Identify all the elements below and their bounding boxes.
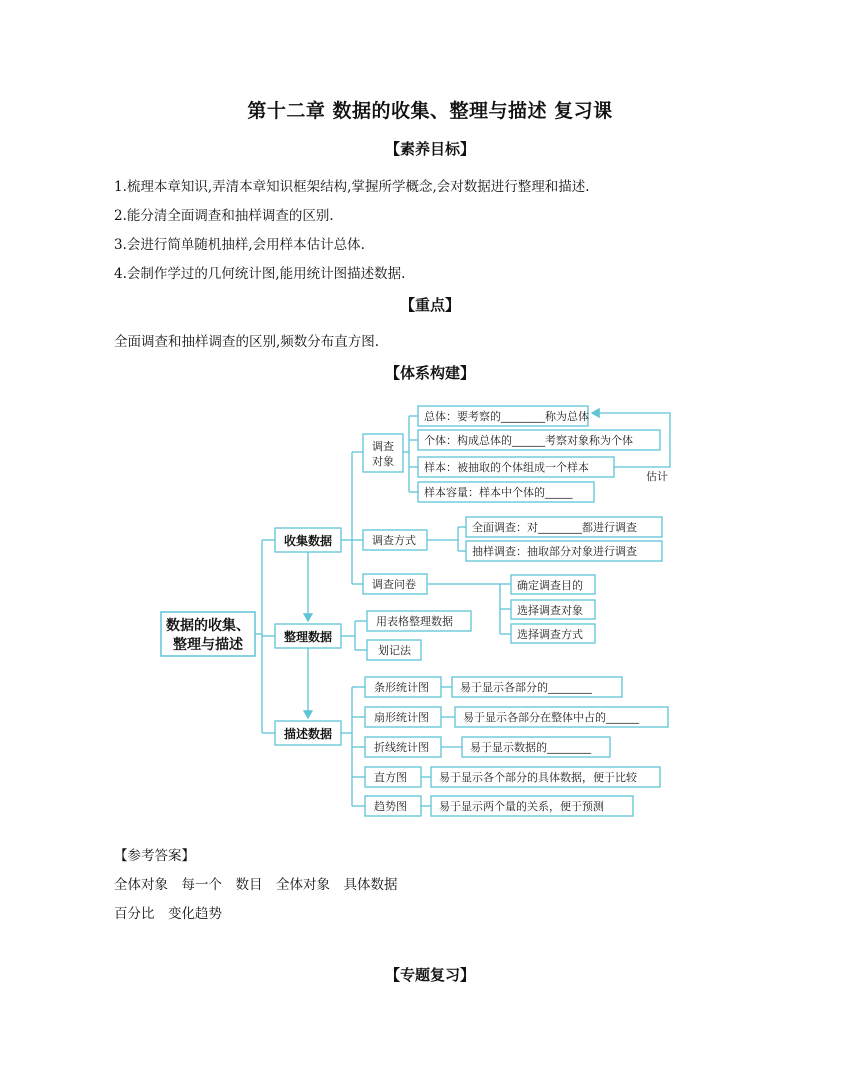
collect-label: 收集数据: [283, 534, 333, 548]
table-organize-label: 用表格整理数据: [376, 615, 453, 628]
answers-line-1: 全体对象 每一个 数目 全体对象 具体数据: [114, 877, 398, 893]
q-method-label: 选择调查方式: [517, 628, 583, 641]
root-label-2: 整理与描述: [173, 637, 243, 653]
review-heading: 【专题复习】: [384, 966, 475, 984]
census-label: 全面调查：对________都进行调查: [472, 521, 637, 534]
histogram-desc-label: 易于显示各个部分的具体数据，便于比较: [439, 771, 637, 784]
survey-object-label-2: 对象: [372, 455, 394, 468]
trend-desc-label: 易于显示两个量的关系，便于预测: [439, 800, 604, 813]
survey-method-label: 调查方式: [372, 534, 416, 547]
tally-label: 划记法: [378, 644, 411, 657]
trend-chart-label: 趋势图: [374, 800, 407, 813]
line-desc-label: 易于显示数据的________: [470, 741, 591, 754]
estimate-label: 估计: [646, 470, 668, 483]
sample-size-label: 样本容量：样本中个体的_____: [424, 486, 573, 499]
key-points-heading: 【重点】: [399, 296, 460, 314]
goal-item-4: 4.会制作学过的几何统计图,能用统计图描述数据.: [114, 266, 406, 282]
describe-label: 描述数据: [283, 727, 333, 741]
page-title: 第十二章 数据的收集、整理与描述 复习课: [247, 100, 613, 122]
goals-heading: 【素养目标】: [384, 140, 475, 158]
q-purpose-label: 确定调查目的: [517, 579, 583, 592]
answers-line-2: 百分比 变化趋势: [114, 906, 222, 922]
q-object-label: 选择调查对象: [517, 604, 583, 617]
sample-label: 样本：被抽取的个体组成一个样本: [424, 461, 589, 474]
answers-heading: 【参考答案】: [114, 848, 195, 864]
key-points-text: 全面调查和抽样调查的区别,频数分布直方图.: [114, 334, 380, 350]
goal-item-1: 1.梳理本章知识,弄清本章知识框架结构,掌握所学概念,会对数据进行整理和描述.: [114, 179, 590, 195]
pie-desc-label: 易于显示各部分在整体中占的______: [463, 711, 639, 724]
bar-desc-label: 易于显示各部分的________: [460, 681, 592, 694]
sampling-label: 抽样调查：抽取部分对象进行调查: [472, 545, 637, 558]
organize-label: 整理数据: [283, 630, 333, 644]
goal-item-3: 3.会进行简单随机抽样,会用样本估计总体.: [114, 237, 365, 253]
individual-label: 个体：构成总体的______考察对象称为个体: [424, 434, 633, 447]
population-label: 总体：要考察的________称为总体: [424, 410, 589, 423]
questionnaire-label: 调查问卷: [372, 578, 416, 591]
goal-item-2: 2.能分清全面调查和抽样调查的区别.: [114, 208, 334, 224]
knowledge-framework-diagram: [0, 400, 860, 840]
histogram-label: 直方图: [374, 771, 407, 784]
root-label-1: 数据的收集、: [166, 618, 250, 634]
survey-object-label-1: 调查: [372, 440, 394, 453]
bar-chart-label: 条形统计图: [374, 681, 429, 694]
framework-heading: 【体系构建】: [384, 364, 475, 382]
line-chart-label: 折线统计图: [374, 741, 429, 754]
pie-chart-label: 扇形统计图: [374, 711, 429, 724]
